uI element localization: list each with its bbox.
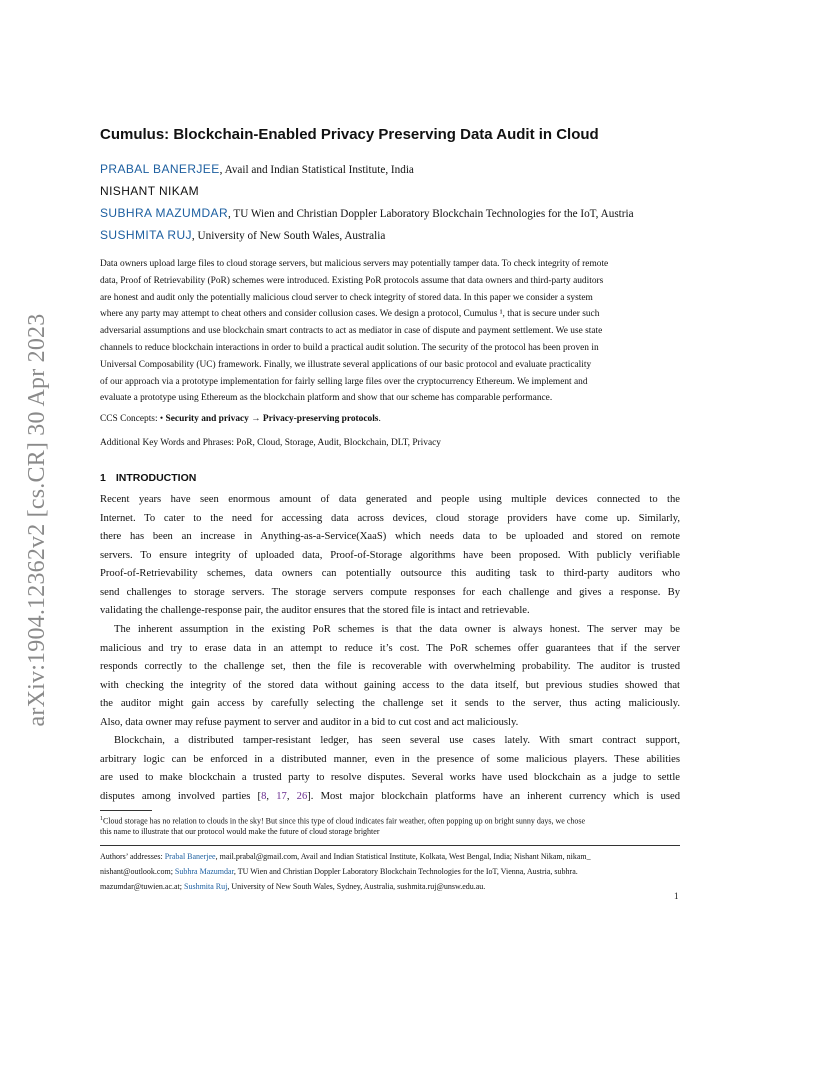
keywords: Additional Key Words and Phrases: PoR, Cloud, Storage, Audit, Blockchain, DLT, Privacy (100, 438, 441, 448)
abstract-line: are honest and audit only the potentially malicious cloud server to check integrity of stored data. In this paper we consider a system (100, 292, 593, 303)
text-line: Proof-of-Retrievability schemes, data owners can potentially outsource this auditing task to third-party auditors who (100, 568, 680, 579)
page-number: 1 (674, 891, 679, 901)
author-line-3 (100, 206, 634, 220)
section-heading (100, 472, 196, 484)
text-line: malicious and try to erase data in an attempt to reduce it’s cost. The PoR schemes offer guarantees that if the server (100, 642, 680, 654)
address-text: , TU Wien and Christian Doppler Laboratory Blockchain Technologies for the IoT, Vienna, Austria, subhra. (233, 867, 578, 876)
section-title: INTRODUCTION (115, 472, 197, 484)
ccs-concept: Security and privacy → Privacy-preserving protocols (165, 414, 379, 424)
addresses-rule (100, 845, 680, 846)
abstract-line: Data owners upload large files to cloud storage servers, but malicious servers may potentially tamper data. To check integrity of remote (100, 259, 609, 269)
text-line: servers. To ensure integrity of uploaded data, Proof-of-Storage algorithms have been proposed. With publicly verifiable (100, 549, 680, 561)
text-line: the auditor might gain access by carefully selecting the challenge set it sends to the server, thus acting maliciously. (100, 698, 680, 709)
citation-link[interactable]: 8 (261, 790, 267, 802)
text-line: Internet. To cater to the need for accessing data across devices, cloud storage providers have come up. Similarly, (100, 512, 680, 524)
address-text: nishant@outlook.com; (100, 867, 175, 876)
text-line: with checking the integrity of the stored data without gaining access to the data itself, but previous studies showed that (100, 679, 680, 691)
footnote-mark: 1 (100, 816, 103, 822)
author-line-2 (100, 184, 199, 198)
author-addresses (100, 849, 680, 894)
address-line (100, 849, 680, 864)
abstract-line: data, Proof of Retrievability (PoR) schemes were introduced. Existing PoR protocols assume that data owners and third-party auditors (100, 275, 604, 286)
address-text: , mail.prabal@gmail.com, Avail and Indian Statistical Institute, Kolkata, West Bengal, India; Nishant Nikam, nikam_ (215, 852, 591, 861)
paragraph-2 (100, 621, 680, 732)
paragraph-3 (100, 732, 680, 806)
abstract-line: where any party may attempt to cheat others and consider collusion cases. We design a protocol, Cumulus ¹, that is secure under such (100, 309, 600, 320)
footnote-line (100, 814, 680, 827)
text-line: Recent years have seen enormous amount of data generated and people using multiple devices connected to the (100, 494, 680, 505)
citation-link[interactable]: 17 (276, 790, 287, 802)
abstract-line: adversarial assumptions and use blockchain smart contracts to act as mediator in case of dispute and payment settlement. We use state (100, 326, 603, 337)
abstract-line: evaluate a prototype using Ethereum as the blockchain platform and show that our scheme has comparable performance. (100, 393, 553, 404)
author-affiliation: , TU Wien and Christian Doppler Laboratory Blockchain Technologies for the IoT, Austria (228, 208, 634, 220)
address-text: , University of New South Wales, Sydney, Australia, sushmita.ruj@unsw.edu.au. (227, 882, 486, 891)
footnote-line: this name to illustrate that our protocol would make the future of cloud storage brighter (100, 827, 380, 837)
arxiv-sidebar (12, 290, 62, 750)
author-affiliation: , Avail and Indian Statistical Institute, India (219, 164, 414, 176)
paper-title: Cumulus: Blockchain-Enabled Privacy Preserving Data Audit in Cloud (100, 126, 599, 143)
author-link[interactable]: Subhra Mazumdar (174, 867, 234, 876)
text-line: The inherent assumption in the existing PoR schemes is that the data owner is always honest. The server may be (114, 624, 680, 635)
author-line-4 (100, 228, 385, 242)
citation-link[interactable]: 26 (296, 790, 308, 802)
ccs-suffix: . (378, 414, 381, 424)
author-name: PRABAL BANERJEE (100, 162, 220, 176)
text-line: Blockchain, a distributed tamper-resistant ledger, has seen several use cases lately. With smart contract support, (114, 735, 680, 746)
text-line: are used to make blockchain a trusted party to resolve disputes. Several works have used blockchain as a judge to settle (100, 772, 680, 783)
text-line: responds correctly to the challenge set, then the file is recoverable with overwhelming probability. The auditor is trusted (100, 661, 680, 672)
abstract (100, 256, 680, 407)
author-link[interactable]: Sushmita Ruj (184, 882, 228, 891)
abstract-line: Universal Composability (UC) framework. Finally, we illustrate several applications of our basic protocol and evaluate practicality (100, 359, 592, 370)
text-line: validating the challenge-response pair, the auditor ensures that the stored file is intact and retrievable. (100, 605, 530, 616)
author-affiliation: , University of New South Wales, Australia (191, 230, 386, 242)
ccs-prefix: CCS Concepts: • (100, 414, 166, 424)
text-fragment: ]. Most major blockchain platforms have an inherent currency which is used (307, 790, 681, 802)
text-line: arbitrary logic can be enforced in a distributed manner, even in the presence of some malicious players. These abilities (100, 753, 680, 765)
author-link[interactable]: Prabal Banerjee (164, 852, 216, 861)
text-line: Also, data owner may refuse payment to server and auditor in a bid to cut cost and act maliciously. (100, 716, 519, 728)
address-line (100, 879, 680, 894)
author-name: NISHANT NIKAM (100, 184, 199, 198)
ccs-concepts (100, 414, 381, 424)
address-line (100, 864, 680, 879)
author-name: SUBHRA MAZUMDAR (100, 206, 229, 220)
paragraph-1 (100, 491, 680, 621)
footnote-rule (100, 810, 152, 811)
address-text: Authors’ addresses: (100, 852, 165, 861)
abstract-line: of our approach via a prototype implementation for fairly selling large files over the cryptocurrency Ethereum. We implement and (100, 376, 588, 387)
text-line: send challenges to storage servers. The storage servers compute responses for each challenge and gives a response. By (100, 586, 680, 598)
text-fragment: disputes among involved parties [ (100, 790, 262, 802)
footnote (100, 814, 680, 838)
address-text: mazumdar@tuwien.ac.at; (100, 882, 184, 891)
footnote-text: Cloud storage has no relation to clouds in the sky! But since this type of cloud indicates fair weather, often popping up on bright sunny days, we chose (103, 816, 586, 826)
text-line: there has been an increase in Anything-as-a-Service(XaaS) which needs data to be uploaded and stored on remote (100, 531, 680, 542)
abstract-line: channels to reduce blockchain interactions in order to build a practical audit solution. The security of the protocol has been proven in (100, 342, 599, 353)
text-line: disputes among involved parties [8, 17, 26]. Most major blockchain platforms have an inherent currency which is used (100, 790, 681, 802)
section-number: 1 (100, 472, 106, 484)
author-line-1 (100, 162, 414, 176)
author-name: SUSHMITA RUJ (100, 228, 192, 242)
arxiv-identifier: arXiv:1904.12362v2 [cs.CR] 30 Apr 2023 (24, 313, 50, 727)
